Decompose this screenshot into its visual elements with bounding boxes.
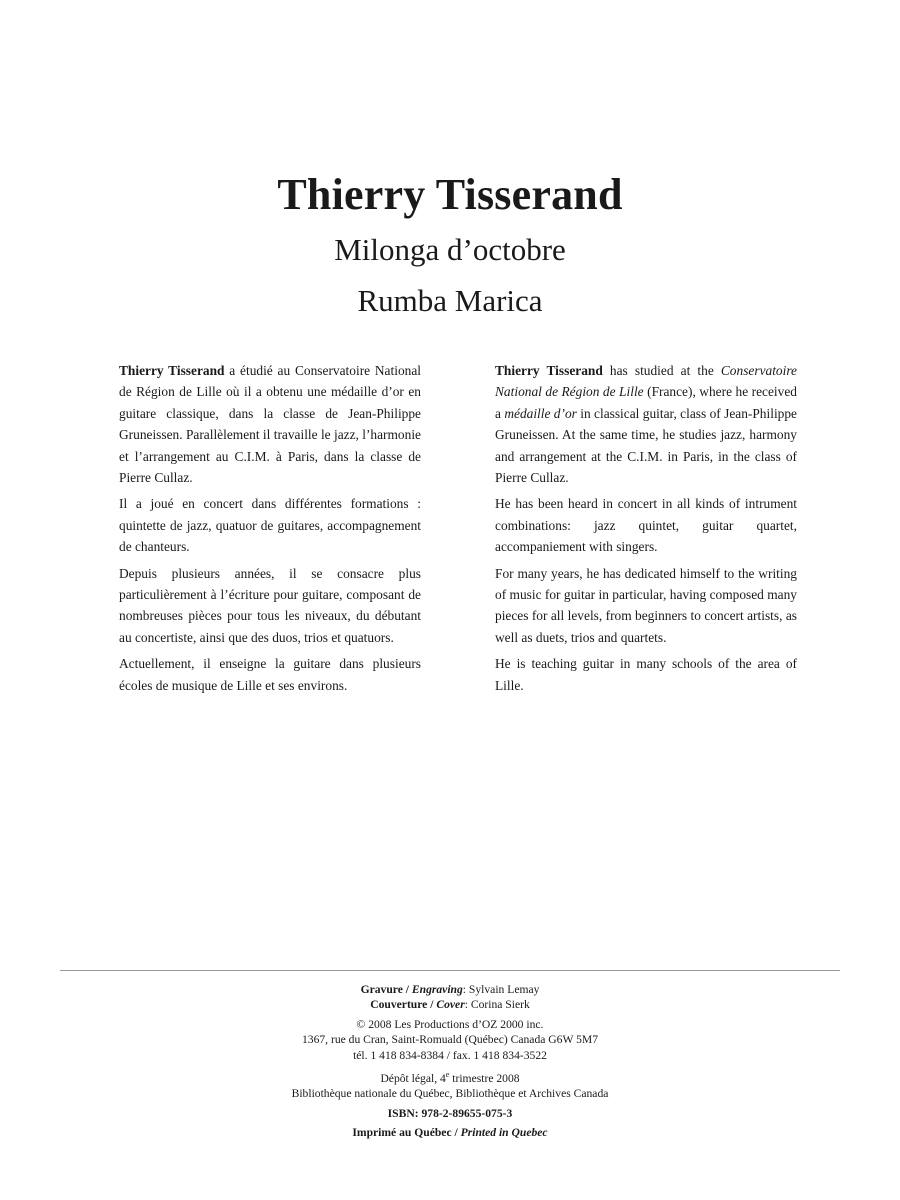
bio-fr-name: Thierry Tisserand (119, 363, 225, 378)
publisher-phone: tél. 1 418 834-8384 / fax. 1 418 834-3522 (353, 1048, 547, 1062)
bio-en-paragraph-4: He is teaching guitar in many schools of the area of Lille. (495, 656, 797, 693)
bio-en-paragraph-3: For many years, he has dedicated himself to the writing of music for guitar in particular, having composed many pieces for all levels, from beginners to concert artists, as well as duets, trios and quartets. (495, 565, 797, 645)
cover-sep: / (427, 998, 437, 1012)
bio-en-paragraph-2: He has been heard in concert in all kinds of intrument combinations: jazz quintet, guitar quartet, accompaniement with singers. (495, 496, 797, 555)
legal-deposit-prefix: Dépôt légal, 4 (380, 1071, 446, 1085)
footer-divider (60, 970, 840, 971)
bio-en-text-1c: in classical guitar, class of Jean-Philippe Gruneissen. At the same time, he studies jazz, harmony and arrangement at the C.I.M. in Paris, in the class of Pierre Cullaz. (495, 405, 797, 486)
copyright: © 2008 Les Productions d’OZ 2000 inc. (356, 1017, 544, 1031)
legal-deposit-suffix: trimestre 2008 (449, 1071, 520, 1085)
piece-title-rumba: Rumba Marica (357, 283, 543, 318)
bio-fr-paragraph-4: Actuellement, il enseigne la guitare dans plusieurs écoles de musique de Lille et ses environs. (119, 656, 421, 693)
printed-en: Printed in Quebec (460, 1126, 548, 1140)
legal-deposit (0, 1067, 900, 1086)
bio-fr-paragraph-1 (119, 360, 421, 488)
bio-en-text-1a: has studied at the (602, 363, 721, 378)
bio-fr-text-1: a étudié au Conservatoire National de Région de Lille où il a obtenu une médaille d’or en guitare classique, dans la classe de Jean-Philippe Gruneissen. Parallèlement il travaille le jazz, l’harmonie et l’arrangement au C.I.M. à Paris, dans la classe de Pierre Cullaz. (119, 363, 421, 486)
bio-en-medal: médaille d’or (504, 405, 577, 421)
biography-english (495, 360, 797, 701)
bio-en-paragraph-1 (495, 360, 797, 488)
cover-name: : Corina Sierk (464, 998, 530, 1012)
engraving-sep: / (402, 983, 412, 996)
bio-fr-paragraph-3: Depuis plusieurs années, il se consacre plus particulièrement à l’écriture pour guitare, composant de nombreuses pièces pour tous les niveaux, du débutant au concertiste, ainsi que des duos, trios et quatuors. (119, 565, 421, 645)
credits-block (0, 982, 900, 1141)
printed-fr: Imprimé au Québec (352, 1126, 452, 1140)
printed-sep: / (451, 1126, 461, 1140)
isbn: ISBN: 978-2-89655-075-3 (387, 1106, 513, 1120)
bio-en-school: Conservatoire National de Région de Lille (495, 363, 797, 400)
engraving-name: : Sylvain Lemay (462, 983, 540, 996)
piece-title-milonga: Milonga d’octobre (334, 232, 566, 267)
bio-en-text-1b: (France), where he received a (495, 384, 797, 421)
cover-label-en: Cover (436, 998, 465, 1012)
biography-french (119, 360, 421, 701)
bio-fr-paragraph-2: Il a joué en concert dans différentes formations : quintette de jazz, quatuor de guitares, accompagnement de chanteurs. (119, 496, 421, 555)
engraving-label-fr: Gravure (360, 983, 403, 996)
credit-cover (0, 997, 900, 1012)
cover-label-fr: Couverture (370, 998, 428, 1012)
engraving-label-en: Engraving (411, 983, 463, 996)
bio-en-name: Thierry Tisserand (495, 363, 603, 378)
publisher-address: 1367, rue du Cran, Saint-Romuald (Québec) Canada G6W 5M7 (301, 1033, 598, 1047)
printed-in (0, 1125, 900, 1140)
composer-title: Thierry Tisserand (277, 170, 623, 219)
credit-engraving (0, 982, 900, 997)
libraries: Bibliothèque nationale du Québec, Bibliothèque et Archives Canada (291, 1087, 609, 1101)
legal-deposit-sup: e (445, 1070, 450, 1080)
